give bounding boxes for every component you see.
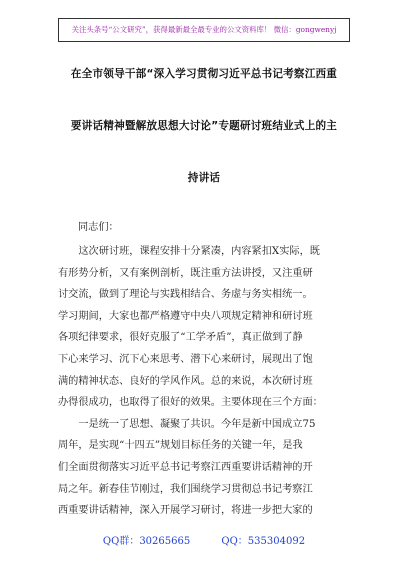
document-title-line-1: 在全市领导干部“深入学习贯彻习近平总书记考察江西重 [70,68,338,80]
body-line: 学习期间，大家也都严格遵守中央八项规定精神和研讨班 [58,310,313,322]
document-body [58,241,358,522]
body-line: 各项纪律要求，很好克服了“工学矛盾”，真正做到了静 [58,332,303,344]
body-line: 满的精神状态、良好的学风作风。总的来说，本次研讨班 [58,375,313,387]
body-line: 周年，是实现“十四五”规划目标任务的关键一年，是我 [58,440,303,452]
document-title-line-2: 要讲话精神暨解放思想大讨论”专题研讨班结业式上的主 [70,120,338,132]
body-line: 讨交流，做到了理论与实践相结合、务虚与务实相统一。 [58,289,313,301]
body-line: 西重要讲话精神，深入开展学习研讨，将进一步把大家的 [58,505,313,517]
footer-qq-group: QQ群：30265665 [102,536,191,547]
body-line: 们全面贯彻落实习近平总书记考察江西重要讲话精神的开 [58,461,313,473]
body-line: 一是统一了思想、凝聚了共识。今年是新中国成立75 [58,418,316,430]
body-line: 局之年。新春佳节刚过，我们围绕学习贯彻总书记考察江 [58,483,313,495]
document-title-line-3: 持讲话 [187,172,221,184]
salutation-text: 同志们： [78,222,119,233]
body-line: 下心来学习、沉下心来思考、潜下心来研讨，展现出了饱 [58,353,313,365]
body-line: 有形势分析，又有案例剖析，既注重方法讲授，又注重研 [58,267,313,279]
body-line: 这次研讨班，课程安排十分紧凑，内容紧扣X实际，既 [58,246,320,257]
header-banner: 关注头条号“公文研究”，获得最新最全最专业的公文资料库！ 微信：gongwenyj [58,18,350,42]
salutation [58,217,358,239]
body-line: 办得很成功，也取得了很好的效果。主要体现在三个方面： [58,397,323,409]
footer-contact [0,532,408,547]
footer-qq: QQ：535304092 [221,536,306,547]
